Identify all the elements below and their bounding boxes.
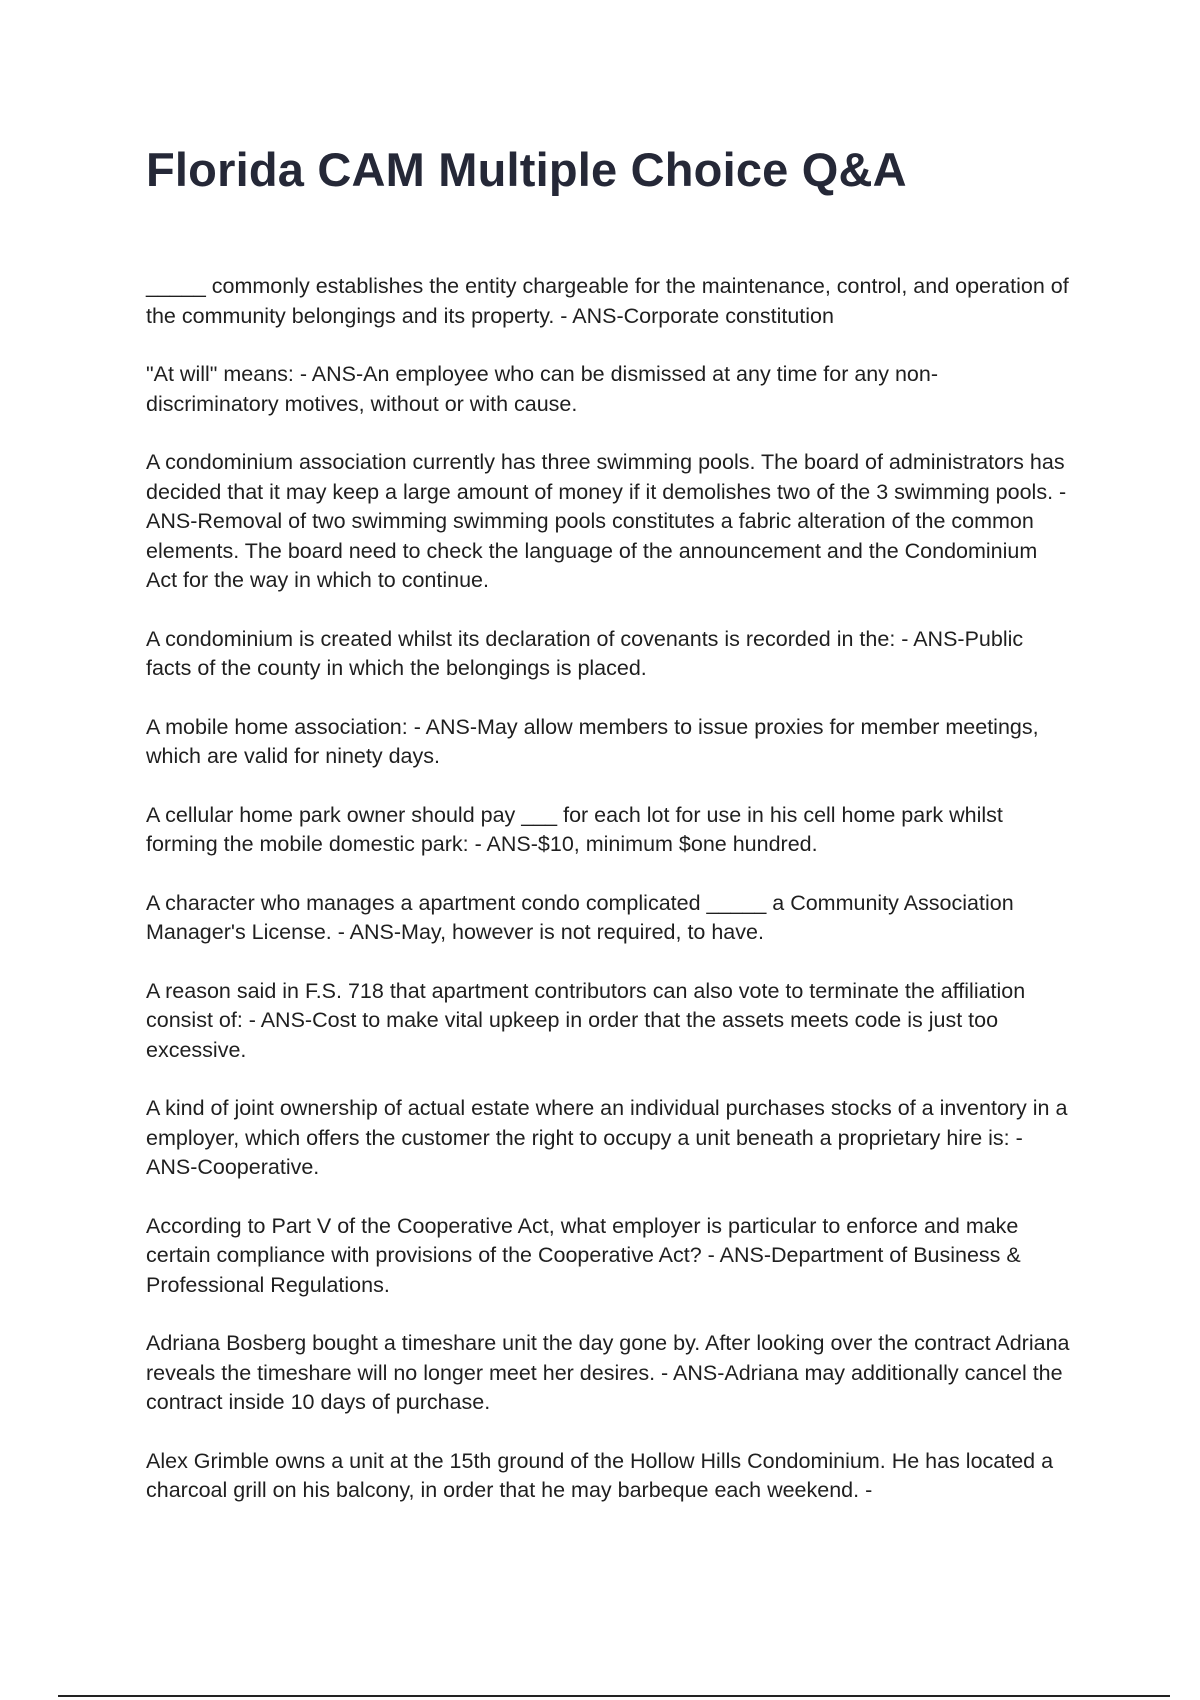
qa-item: A kind of joint ownership of actual estate where an individual purchases stocks of a inventory in a employer, which offers the customer the right to occupy a unit beneath a proprietary hire is: - ANS-Cooperative.	[146, 1096, 1068, 1179]
qa-item: A reason said in F.S. 718 that apartment contributors can also vote to terminate the affiliation consist of: - ANS-Cost to make vital upkeep in order that the assets meets code is just too excessive.	[146, 978, 1026, 1062]
qa-item: A condominium is created whilst its declaration of covenants is recorded in the: - ANS-Public facts of the county in which the belongings is placed.	[146, 626, 1024, 680]
qa-item: A cellular home park owner should pay ___ for each lot for use in his cell home park whilst forming the mobile domestic park: - ANS-$10, minimum $one hundred.	[146, 802, 1003, 856]
qa-list	[146, 272, 1070, 1535]
qa-item: Alex Grimble owns a unit at the 15th ground of the Hollow Hills Condominium. He has located a charcoal grill on his balcony, in order that he may barbeque each weekend. -	[146, 1448, 1054, 1502]
qa-item: Adriana Bosberg bought a timeshare unit the day gone by. After looking over the contract Adriana reveals the timeshare will no longer meet her desires. - ANS-Adriana may additionally cancel the contract inside 10 days of purchase.	[146, 1331, 1070, 1414]
qa-item: According to Part V of the Cooperative Act, what employer is particular to enforce and make certain compliance with provisions of the Cooperative Act? - ANS-Department of Business & Professional Regulations.	[146, 1213, 1021, 1297]
document-title: Florida CAM Multiple Choice Q&A	[146, 143, 907, 196]
qa-item: A mobile home association: - ANS-May allow members to issue proxies for member meetings, which are valid for ninety days.	[146, 714, 1039, 768]
qa-item: "At will" means: - ANS-An employee who can be dismissed at any time for any non-discriminatory motives, without or with cause.	[146, 362, 939, 416]
qa-item: _____ commonly establishes the entity chargeable for the maintenance, control, and operation of the community belongings and its property. - ANS-Corporate constitution	[146, 274, 1069, 328]
qa-item: A character who manages a apartment condo complicated _____ a Community Association Manager's License. - ANS-May, however is not required, to have.	[146, 890, 1014, 944]
page-bottom-rule	[58, 1695, 1170, 1697]
qa-item: A condominium association currently has three swimming pools. The board of administrators has decided that it may keep a large amount of money if it demolishes two of the 3 swimming pools. - ANS-Removal of two swimming swimming pools constitutes a fabric alteration of the common elements. The board need to check the language of the announcement and the Condominium Act for the way in which to continue.	[146, 450, 1067, 592]
